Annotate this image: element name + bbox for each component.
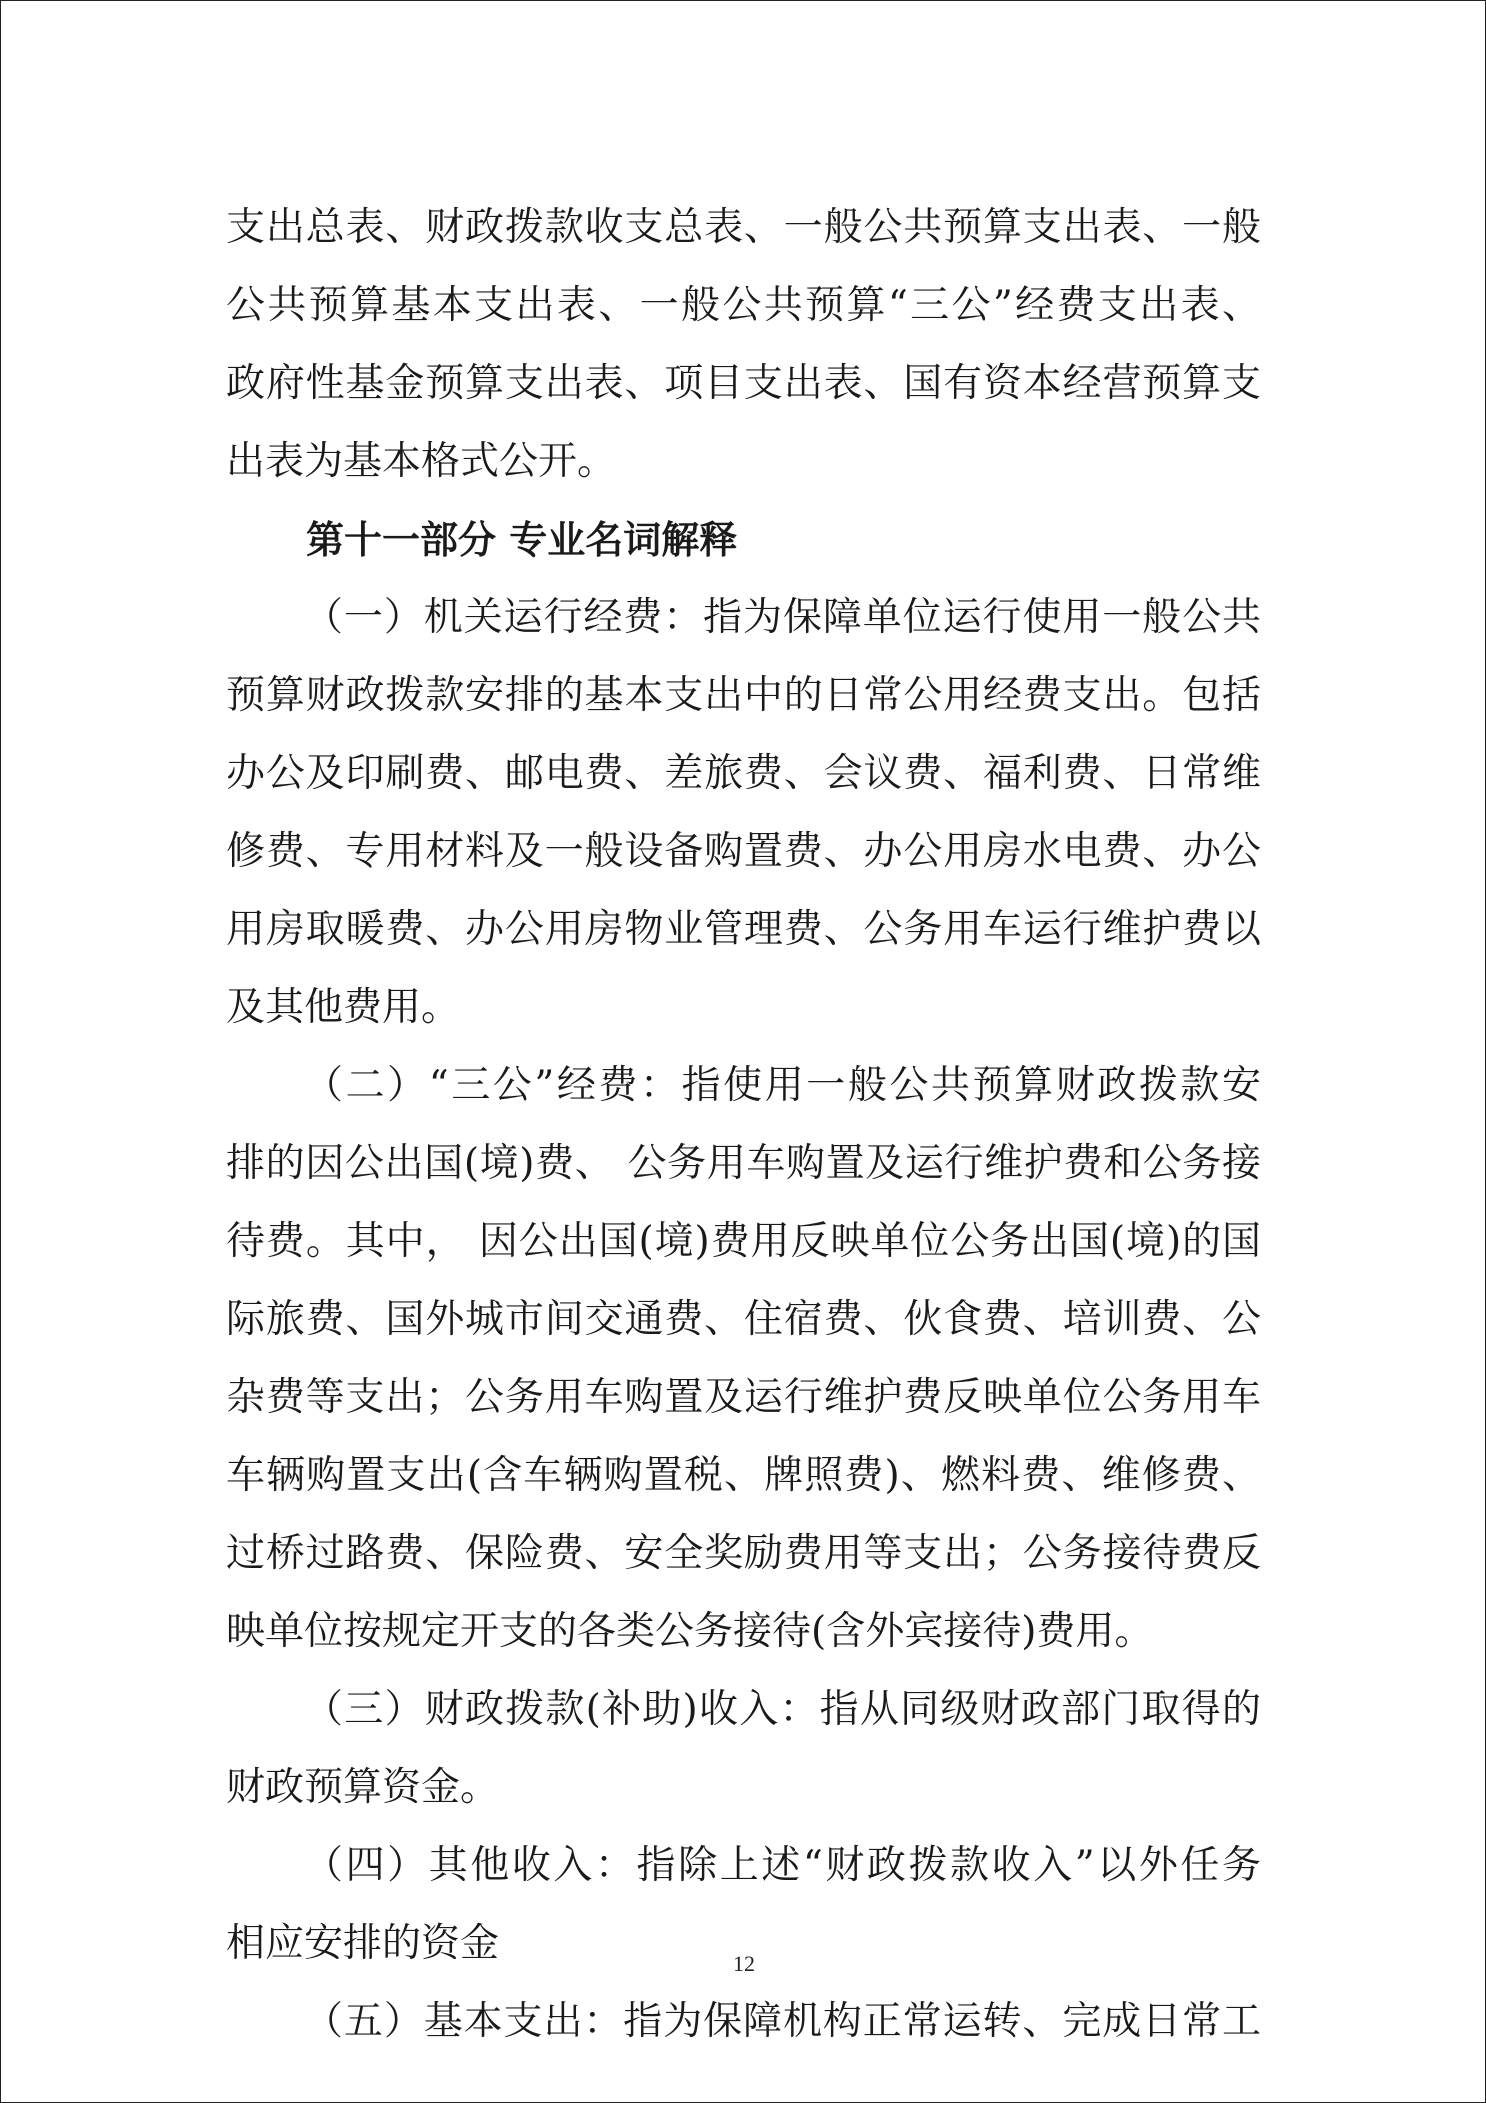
text-line: （五）基本支出：指为保障机构正常运转、完成日常工 bbox=[304, 1999, 1261, 2044]
text-line: 杂费等支出；公务用车购置及运行维护费反映单位公务用车 bbox=[226, 1375, 1261, 1420]
text-line: 预算财政拨款安排的基本支出中的日常公用经费支出。包括 bbox=[226, 673, 1261, 718]
body-text bbox=[226, 189, 1261, 2061]
text-line: 车辆购置支出(含车辆购置税、牌照费)、燃料费、维修费、 bbox=[226, 1453, 1261, 1498]
text-line: （三）财政拨款(补助)收入：指从同级财政部门取得的 bbox=[304, 1687, 1261, 1732]
text-line: 政府性基金预算支出表、项目支出表、国有资本经营预算支 bbox=[226, 361, 1261, 406]
text-line: 用房取暖费、办公用房物业管理费、公务用车运行维护费以 bbox=[226, 907, 1261, 952]
text-line: 排的因公出国(境)费、 公务用车购置及运行维护费和公务接 bbox=[226, 1141, 1261, 1186]
text-line: 相应安排的资金 bbox=[226, 1921, 500, 1966]
page-number: 12 bbox=[733, 1951, 755, 1976]
text-line: 映单位按规定开支的各类公务接待(含外宾接待)费用。 bbox=[226, 1609, 1154, 1654]
text-line: 公共预算基本支出表、一般公共预算“三公”经费支出表、 bbox=[226, 283, 1261, 328]
section-heading: 第十一部分 专业名词解释 bbox=[306, 518, 738, 562]
text-line: 支出总表、财政拨款收支总表、一般公共预算支出表、一般 bbox=[226, 205, 1261, 250]
text-line: 际旅费、国外城市间交通费、住宿费、伙食费、培训费、公 bbox=[226, 1297, 1261, 1342]
text-line: （四）其他收入：指除上述“财政拨款收入”以外任务 bbox=[304, 1843, 1261, 1888]
text-line: 及其他费用。 bbox=[226, 985, 461, 1030]
text-line: （一）机关运行经费：指为保障单位运行使用一般公共 bbox=[304, 595, 1261, 640]
text-line: （二）“三公”经费：指使用一般公共预算财政拨款安 bbox=[304, 1063, 1261, 1108]
text-line: 修费、专用材料及一般设备购置费、办公用房水电费、办公 bbox=[226, 829, 1261, 874]
text-line: 过桥过路费、保险费、安全奖励费用等支出；公务接待费反 bbox=[226, 1531, 1261, 1576]
text-line: 待费。其中， 因公出国(境)费用反映单位公务出国(境)的国 bbox=[226, 1219, 1261, 1264]
text-line: 出表为基本格式公开。 bbox=[226, 439, 617, 484]
text-line: 财政预算资金。 bbox=[226, 1765, 500, 1810]
text-line: 办公及印刷费、邮电费、差旅费、会议费、福利费、日常维 bbox=[226, 751, 1261, 796]
